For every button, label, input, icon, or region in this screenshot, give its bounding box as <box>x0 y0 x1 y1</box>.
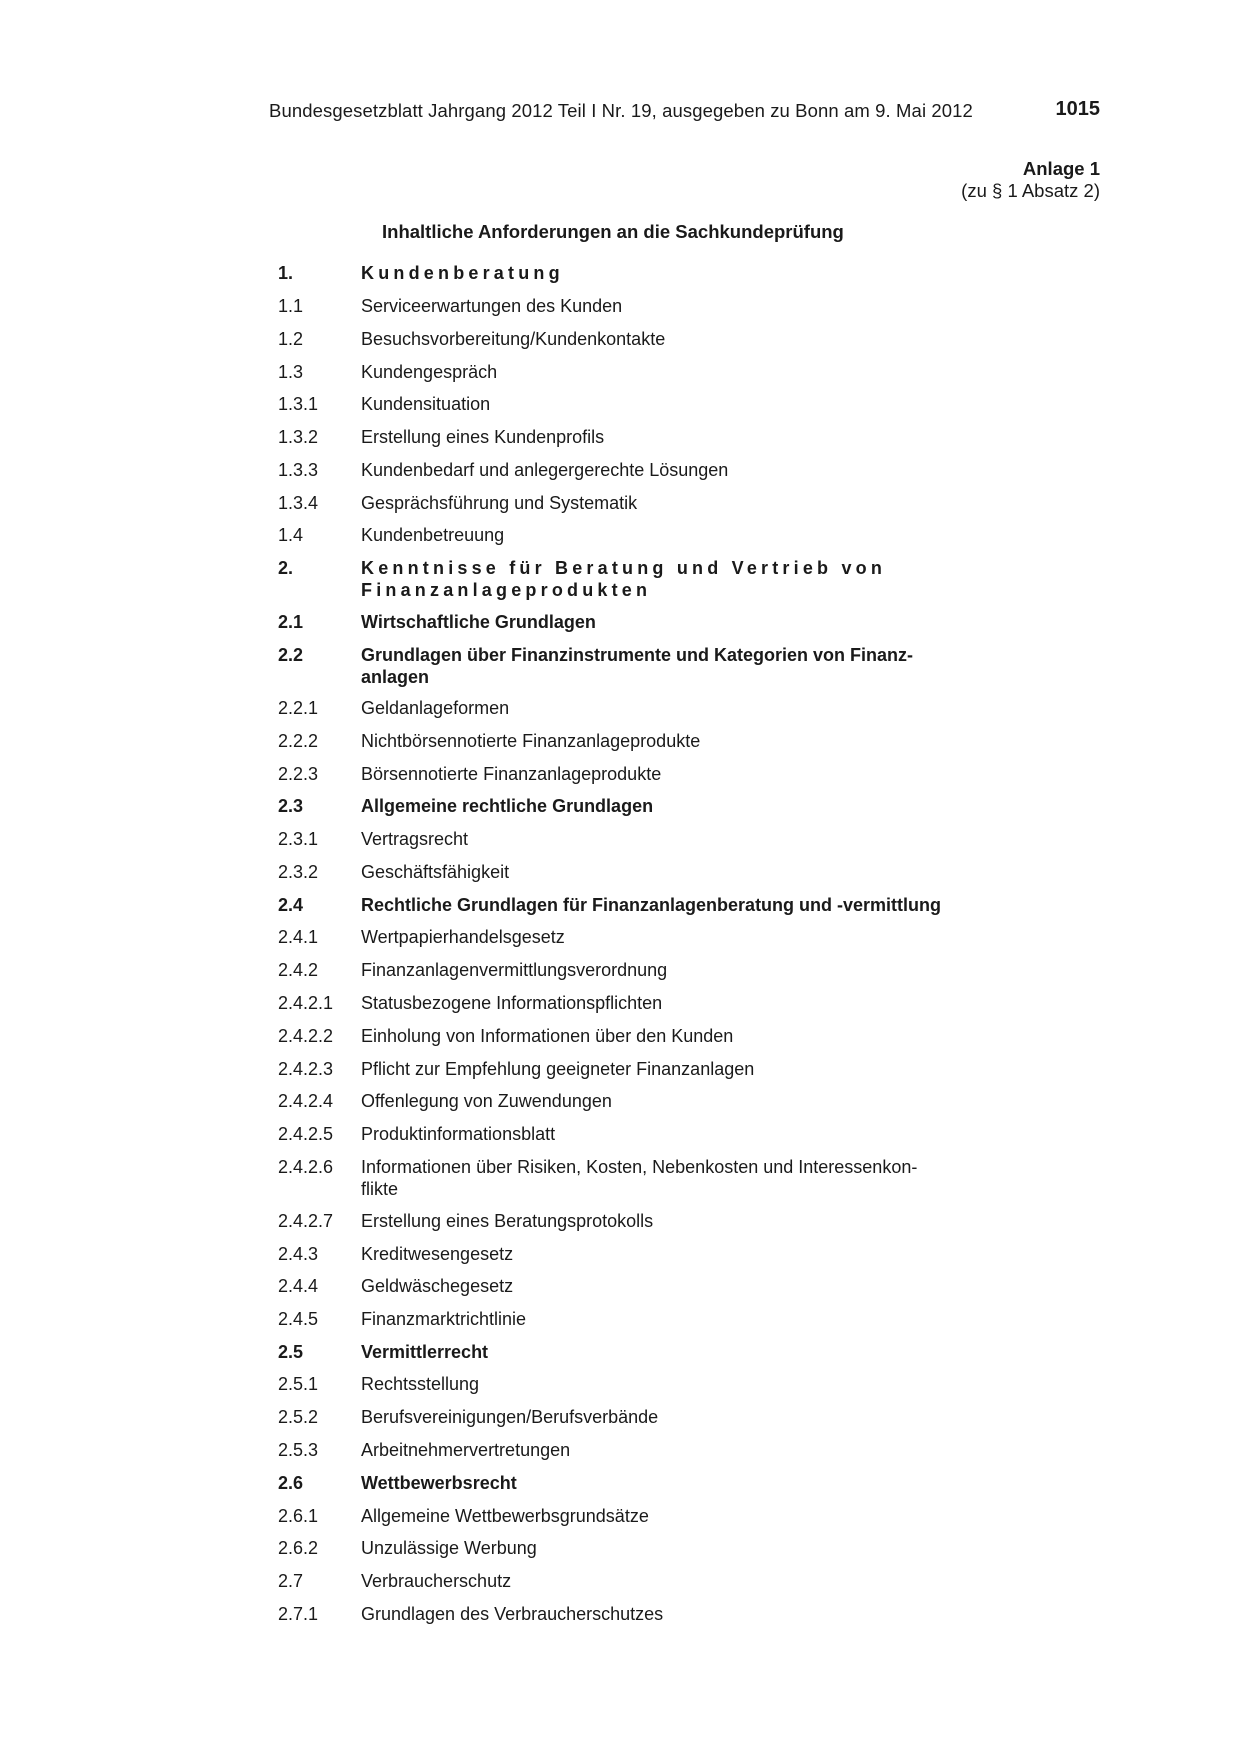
item-number: 2.3.1 <box>278 829 319 849</box>
item-text: Vermittlerrecht <box>361 1342 489 1362</box>
item-number: 1.2 <box>278 329 304 349</box>
item-text: Produktinformationsblatt <box>361 1124 556 1144</box>
item-number: 2. <box>278 558 294 578</box>
item-text: Erstellung eines Beratungsprotokolls <box>361 1211 654 1231</box>
item-text: Verbraucherschutz <box>361 1571 512 1591</box>
item-number: 1.4 <box>278 525 304 545</box>
item-number: 2.4.2 <box>278 960 319 980</box>
item-text: Pflicht zur Empfehlung geeigneter Finanzanlagen <box>361 1059 755 1079</box>
item-text: Unzulässige Werbung <box>361 1538 537 1558</box>
running-header <box>269 98 1100 124</box>
item-number: 2.4.4 <box>278 1276 319 1296</box>
item-text: Kenntnisse für Beratung und Vertrieb von Finanzanlageprodukten <box>361 558 887 600</box>
item-text: Geschäftsfähigkeit <box>361 862 510 882</box>
item-number: 1.3.2 <box>278 427 319 447</box>
item-number: 2.4.2.4 <box>278 1091 334 1111</box>
item-number: 2.7.1 <box>278 1604 319 1624</box>
item-number: 2.7 <box>278 1571 304 1591</box>
item-text: Geldwäschegesetz <box>361 1276 514 1296</box>
item-number: 2.2.1 <box>278 698 319 718</box>
item-number: 2.4.5 <box>278 1309 319 1329</box>
annex-title: Anlage 1 <box>1022 158 1100 179</box>
item-text: Kundenberatung <box>361 263 564 283</box>
item-number: 2.4.3 <box>278 1244 319 1264</box>
item-text: Grundlagen des Verbraucherschutzes <box>361 1604 664 1624</box>
publication-line: Bundesgesetzblatt Jahrgang 2012 Teil I Nr. 19, ausgegeben zu Bonn am 9. Mai 2012 <box>269 100 973 121</box>
item-text: Kreditwesengesetz <box>361 1244 514 1264</box>
item-text: Berufsvereinigungen/Berufsverbände <box>361 1407 659 1427</box>
item-text: Gesprächsführung und Systematik <box>361 493 638 513</box>
item-text: Börsennotierte Finanzanlageprodukte <box>361 764 662 784</box>
item-number: 2.4.2.2 <box>278 1026 334 1046</box>
item-text: Informationen über Risiken, Kosten, Nebenkosten und Interessenkon-flikte <box>361 1157 918 1199</box>
item-text: Einholung von Informationen über den Kunden <box>361 1026 734 1046</box>
item-number: 2.5.2 <box>278 1407 319 1427</box>
item-text: Vertragsrecht <box>361 829 469 849</box>
item-number: 2.5.3 <box>278 1440 319 1460</box>
item-text: Allgemeine rechtliche Grundlagen <box>361 796 654 816</box>
item-number: 2.6.1 <box>278 1506 319 1526</box>
item-text: Kundenbetreuung <box>361 525 505 545</box>
item-number: 2.3.2 <box>278 862 319 882</box>
item-number: 1.3.1 <box>278 394 319 414</box>
item-text: Finanzmarktrichtlinie <box>361 1309 527 1329</box>
item-text: Kundenbedarf und anlegergerechte Lösungen <box>361 460 729 480</box>
annex-label <box>961 158 1100 202</box>
item-number: 1. <box>278 263 294 283</box>
item-number: 2.4 <box>278 895 304 915</box>
item-number: 1.3.4 <box>278 493 319 513</box>
item-number: 2.6.2 <box>278 1538 319 1558</box>
item-number: 1.1 <box>278 296 304 316</box>
item-text: Offenlegung von Zuwendungen <box>361 1091 612 1111</box>
item-text: Wirtschaftliche Grundlagen <box>361 612 596 632</box>
item-number: 2.1 <box>278 612 304 632</box>
item-number: 2.3 <box>278 796 304 816</box>
item-text: Nichtbörsennotierte Finanzanlageprodukte <box>361 731 701 751</box>
document-title: Inhaltliche Anforderungen an die Sachkundeprüfung <box>382 221 844 242</box>
item-number: 2.2.3 <box>278 764 319 784</box>
item-number: 2.4.2.6 <box>278 1157 334 1177</box>
item-number: 2.2.2 <box>278 731 319 751</box>
item-text: Allgemeine Wettbewerbsgrundsätze <box>361 1506 649 1526</box>
item-text: Geldanlageformen <box>361 698 510 718</box>
item-number: 2.4.2.7 <box>278 1211 334 1231</box>
item-number: 2.4.1 <box>278 927 319 947</box>
item-number: 2.6 <box>278 1473 304 1493</box>
annex-reference: (zu § 1 Absatz 2) <box>961 180 1100 201</box>
item-number: 1.3.3 <box>278 460 319 480</box>
item-text: Grundlagen über Finanzinstrumente und Kategorien von Finanz-anlagen <box>361 645 914 687</box>
item-number: 2.4.2.1 <box>278 993 334 1013</box>
item-number: 2.5 <box>278 1342 304 1362</box>
item-number: 1.3 <box>278 362 304 382</box>
item-text: Kundensituation <box>361 394 491 414</box>
item-text: Rechtsstellung <box>361 1374 480 1394</box>
item-text: Kundengespräch <box>361 362 498 382</box>
item-text: Serviceerwartungen des Kunden <box>361 296 623 316</box>
item-text: Erstellung eines Kundenprofils <box>361 427 605 447</box>
item-number: 2.4.2.3 <box>278 1059 334 1079</box>
item-text: Statusbezogene Informationspflichten <box>361 993 663 1013</box>
item-number: 2.5.1 <box>278 1374 319 1394</box>
item-text: Wertpapierhandelsgesetz <box>361 927 565 947</box>
page-number: 1015 <box>1055 98 1100 120</box>
item-number: 2.2 <box>278 645 304 665</box>
item-text: Rechtliche Grundlagen für Finanzanlagenberatung und -vermittlung <box>361 895 942 915</box>
item-text: Besuchsvorbereitung/Kundenkontakte <box>361 329 666 349</box>
item-text: Finanzanlagenvermittlungsverordnung <box>361 960 668 980</box>
item-number: 2.4.2.5 <box>278 1124 334 1144</box>
item-text: Arbeitnehmervertretungen <box>361 1440 571 1460</box>
item-text: Wettbewerbsrecht <box>361 1473 517 1493</box>
